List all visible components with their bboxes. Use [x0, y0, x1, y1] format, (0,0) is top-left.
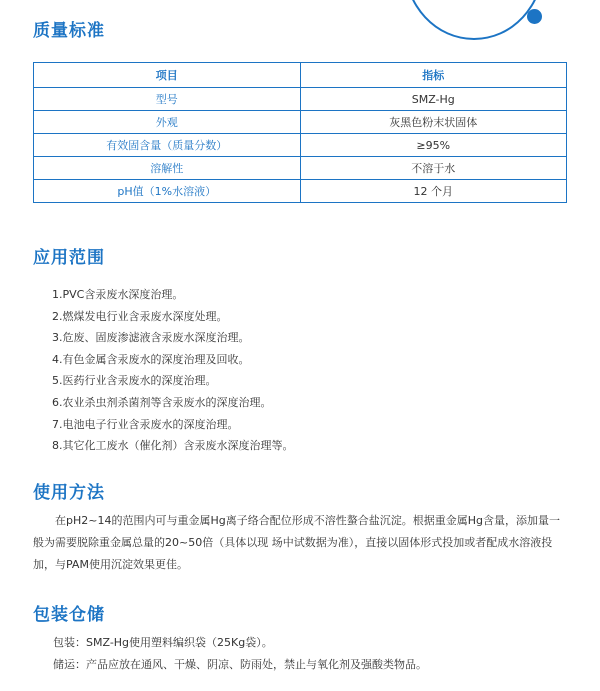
table-cell-item: 有效固含量（质量分数）	[34, 134, 301, 157]
decorative-circle	[404, 0, 544, 40]
table-row	[34, 111, 567, 134]
list-item: 1.PVC含汞废水深度治理。	[52, 288, 184, 301]
quality-standard-title: 质量标准	[33, 21, 105, 41]
list-item: 6.农业杀虫剂杀菌剂等含汞废水的深度治理。	[52, 395, 272, 409]
table-cell-item: 溶解性	[34, 157, 301, 180]
table-header-row	[34, 63, 567, 88]
usage-paragraph: 在pH2~14的范围内可与重金属Hg离子络合配位形成不溶性螯合盐沉淀。根据重金属Hg含量，添加量一般为需要脱除重金属总量的20~50倍（具体以现 场中试数据为准），直接以固体形式投加或者配成水溶液投加，与PAM使用沉淀效果更佳。	[33, 514, 560, 571]
table-row	[34, 157, 567, 180]
list-item: 5.医药行业含汞废水的深度治理。	[52, 374, 217, 388]
table-row	[34, 88, 567, 111]
table-cell-value: SMZ-Hg	[300, 88, 567, 111]
application-scope-title: 应用范围	[33, 248, 105, 268]
table-cell-value: 灰黑色粉末状固体	[300, 111, 567, 134]
list-item: 4.有色金属含汞废水的深度治理及回收。	[52, 352, 250, 366]
application-list	[52, 284, 294, 457]
spec-table	[33, 62, 567, 203]
table-cell-value: 12 个月	[300, 180, 567, 203]
decorative-dot	[527, 9, 542, 24]
storage-line: 储运：产品应放在通风、干燥、阴凉、防雨处，禁止与氧化剂及强酸类物品。	[53, 658, 427, 671]
table-cell-value: 不溶于水	[300, 157, 567, 180]
table-cell-value: ≥95%	[300, 134, 567, 157]
table-header-item: 项目	[34, 63, 301, 88]
table-cell-item: pH值（1%水溶液）	[34, 180, 301, 203]
packaging-line: 包装：SMZ-Hg使用塑料编织袋（25Kg袋）。	[53, 636, 273, 649]
table-row	[34, 180, 567, 203]
usage-method-title: 使用方法	[33, 483, 105, 503]
table-row	[34, 134, 567, 157]
list-item: 2.燃煤发电行业含汞废水深度处理。	[52, 309, 228, 323]
list-item: 3.危废、固废渗滤液含汞废水深度治理。	[52, 331, 250, 345]
list-item: 7.电池电子行业含汞废水的深度治理。	[52, 417, 239, 431]
table-cell-item: 型号	[34, 88, 301, 111]
packaging-storage-title: 包装仓储	[33, 605, 105, 625]
table-cell-item: 外观	[34, 111, 301, 134]
list-item: 8.其它化工废水（催化剂）含汞废水深度治理等。	[52, 439, 294, 453]
table-header-value: 指标	[300, 63, 567, 88]
